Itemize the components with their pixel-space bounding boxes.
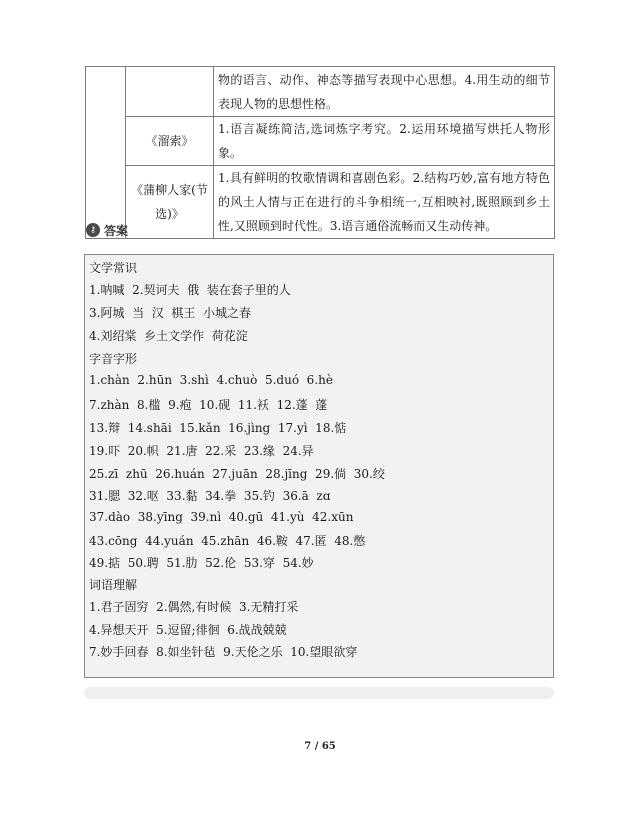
answer-line: 49.掂 50.聘 51.肋 52.伦 53.穿 54.妙	[89, 556, 314, 570]
table-row	[86, 166, 555, 239]
answer-line: 3.阿城 当 汉 棋王 小城之春	[89, 306, 251, 320]
answer-line: 7.zhàn 8.槛 9.疱 10.砚 11.袄 12.蓬 蓬	[89, 398, 328, 412]
table-cell-title	[126, 67, 214, 117]
table-row	[86, 117, 555, 166]
answer-line: 4.刘绍棠 乡土文学作 荷花淀	[89, 329, 248, 343]
answer-line: 37.dào 38.yīng 39.nì 40.gū 41.yù 42.xūn	[89, 510, 354, 524]
answer-line: 31.腮 32.呕 33.黏 34.拳 35.钓 36.ā zɑ	[89, 489, 331, 503]
page-number: 7 / 65	[304, 741, 336, 752]
summary-table	[85, 66, 555, 239]
table-cell-content: 物的语言、动作、神态等描写表现中心思想。4.用生动的细节表现人物的思想性格。	[214, 67, 555, 117]
table-cell-title: 《溜索》	[126, 117, 214, 166]
answer-heading-label: 答案	[104, 223, 129, 238]
answer-line: 4.异想天开 5.逗留;徘徊 6.战战兢兢	[89, 623, 287, 637]
bottom-strip	[84, 687, 554, 699]
answer-box	[84, 254, 554, 678]
key-icon: ⚷	[86, 223, 100, 237]
answer-line: 19.吓 20.帜 21.唐 22.采 23.缘 24.异	[89, 444, 314, 458]
table-cell-blank	[86, 67, 129, 239]
answer-line: 25.zī zhū 26.huán 27.juān 28.jīng 29.倘 30.绞	[89, 467, 385, 481]
answer-heading	[86, 221, 128, 239]
answer-line: 43.cōng 44.yuán 45.zhān 46.鞍 47.匿 48.憋	[89, 534, 366, 548]
answer-line: 词语理解	[89, 578, 138, 592]
answer-line: 1.chàn 2.hūn 3.shì 4.chuò 5.duó 6.hè	[89, 373, 333, 387]
answer-line: 文学常识	[89, 261, 138, 275]
answer-line: 13.辩 14.shāi 15.kǎn 16.jìng 17.yì 18.惦	[89, 421, 347, 435]
answer-line: 1.呐喊 2.契诃夫 俄 装在套子里的人	[89, 283, 291, 297]
table-cell-content: 1.具有鲜明的牧歌情调和喜剧色彩。2.结构巧妙,富有地方特色的风土人情与正在进行的斗争相统一,互相映衬,既照顾到乡土性,又照顾到时代性。3.语言通俗流畅而又生动传神。	[214, 166, 555, 239]
answer-line: 字音字形	[89, 352, 138, 366]
table-cell-content: 1.语言凝练简洁,选词炼字考究。2.运用环境描写烘托人物形象。	[214, 117, 555, 166]
table-cell-title: 《蒲柳人家(节选)》	[126, 166, 214, 239]
answer-line: 7.妙手回春 8.如坐针毡 9.天伦之乐 10.望眼欲穿	[89, 645, 358, 659]
answer-line: 1.君子固穷 2.偶然,有时候 3.无精打采	[89, 600, 299, 614]
table-row	[86, 67, 555, 117]
